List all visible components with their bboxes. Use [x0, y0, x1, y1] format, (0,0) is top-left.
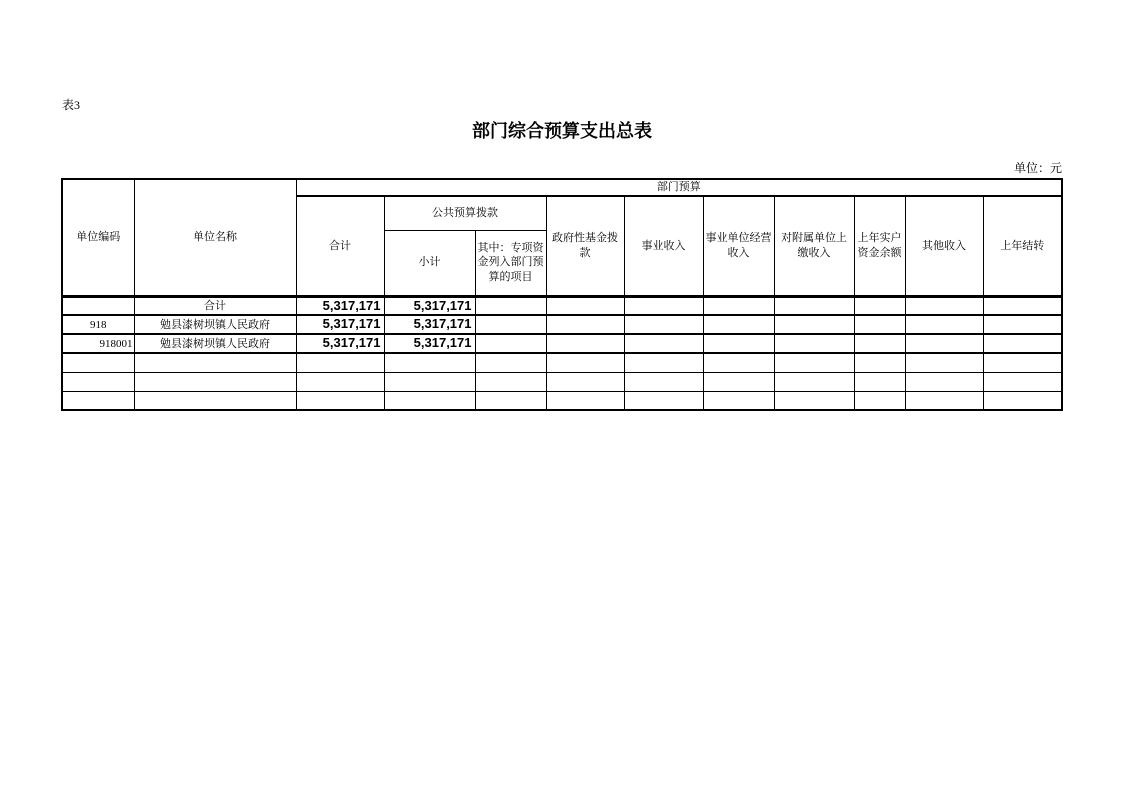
cell-subordinate-remit — [774, 372, 854, 391]
cell-total: 5,317,171 — [296, 296, 384, 315]
cell-total — [296, 372, 384, 391]
cell-unit-name — [134, 372, 296, 391]
cell-special-funds — [475, 391, 546, 410]
table-row-empty — [62, 372, 1062, 391]
cell-prev-balance — [854, 353, 905, 372]
cell-operating-income — [703, 353, 774, 372]
cell-special-funds — [475, 372, 546, 391]
header-prev-balance: 上年实户资金余额 — [854, 196, 905, 296]
cell-gov-fund — [546, 353, 624, 372]
cell-unit-code — [62, 372, 134, 391]
cell-subtotal — [384, 372, 475, 391]
cell-unit-name: 勉县漆树坝镇人民政府 — [134, 334, 296, 353]
cell-carryover — [983, 315, 1062, 334]
cell-operating-income — [703, 334, 774, 353]
cell-subordinate-remit — [774, 334, 854, 353]
table-row-empty — [62, 353, 1062, 372]
cell-unit-name: 合计 — [134, 296, 296, 315]
cell-carryover — [983, 334, 1062, 353]
cell-prev-balance — [854, 334, 905, 353]
table-row-total — [62, 296, 1062, 315]
cell-subtotal: 5,317,171 — [384, 296, 475, 315]
cell-special-funds — [475, 296, 546, 315]
header-total: 合计 — [296, 196, 384, 296]
header-special-funds: 其中：专项资金列入部门预算的项目 — [475, 230, 546, 296]
cell-other-income — [905, 353, 983, 372]
cell-other-income — [905, 296, 983, 315]
cell-operating-income — [703, 372, 774, 391]
cell-total — [296, 353, 384, 372]
header-dept-budget: 部门预算 — [296, 179, 1062, 196]
header-other-income: 其他收入 — [905, 196, 983, 296]
cell-unit-name — [134, 353, 296, 372]
cell-special-funds — [475, 315, 546, 334]
cell-total — [296, 391, 384, 410]
cell-unit-name: 勉县漆树坝镇人民政府 — [134, 315, 296, 334]
cell-total: 5,317,171 — [296, 315, 384, 334]
cell-gov-fund — [546, 315, 624, 334]
header-unit-name: 单位名称 — [134, 179, 296, 296]
header-gov-fund: 政府性基金拨款 — [546, 196, 624, 296]
cell-subordinate-remit — [774, 391, 854, 410]
cell-carryover — [983, 296, 1062, 315]
cell-gov-fund — [546, 372, 624, 391]
cell-unit-code: 918 — [62, 315, 134, 334]
cell-business-income — [624, 334, 703, 353]
cell-subtotal: 5,317,171 — [384, 315, 475, 334]
cell-prev-balance — [854, 296, 905, 315]
cell-unit-code: 918001 — [62, 334, 134, 353]
cell-prev-balance — [854, 315, 905, 334]
cell-business-income — [624, 353, 703, 372]
unit-note: 单位：元 — [1013, 161, 1062, 175]
cell-special-funds — [475, 334, 546, 353]
header-subordinate-remit: 对附属单位上缴收入 — [774, 196, 854, 296]
cell-business-income — [624, 315, 703, 334]
cell-unit-code — [62, 296, 134, 315]
cell-unit-code — [62, 353, 134, 372]
cell-gov-fund — [546, 334, 624, 353]
cell-business-income — [624, 372, 703, 391]
cell-operating-income — [703, 296, 774, 315]
header-public-budget: 公共预算拨款 — [384, 196, 546, 230]
header-row-1 — [62, 179, 1062, 196]
cell-special-funds — [475, 353, 546, 372]
table-row-918 — [62, 315, 1062, 334]
cell-subtotal — [384, 391, 475, 410]
cell-subtotal: 5,317,171 — [384, 334, 475, 353]
header-subtotal: 小计 — [384, 230, 475, 296]
cell-other-income — [905, 372, 983, 391]
cell-operating-income — [703, 391, 774, 410]
cell-subordinate-remit — [774, 315, 854, 334]
cell-carryover — [983, 353, 1062, 372]
cell-subtotal — [384, 353, 475, 372]
header-unit-code: 单位编码 — [62, 179, 134, 296]
page-title: 部门综合预算支出总表 — [472, 121, 652, 141]
header-carryover: 上年结转 — [983, 196, 1062, 296]
cell-business-income — [624, 391, 703, 410]
cell-carryover — [983, 372, 1062, 391]
cell-unit-name — [134, 391, 296, 410]
cell-subordinate-remit — [774, 353, 854, 372]
cell-carryover — [983, 391, 1062, 410]
cell-operating-income — [703, 315, 774, 334]
budget-table — [61, 178, 1063, 411]
header-operating-income: 事业单位经营收入 — [703, 196, 774, 296]
cell-subordinate-remit — [774, 296, 854, 315]
cell-other-income — [905, 391, 983, 410]
table-row-empty — [62, 391, 1062, 410]
cell-business-income — [624, 296, 703, 315]
cell-unit-code — [62, 391, 134, 410]
cell-gov-fund — [546, 296, 624, 315]
cell-prev-balance — [854, 372, 905, 391]
cell-other-income — [905, 315, 983, 334]
cell-prev-balance — [854, 391, 905, 410]
cell-gov-fund — [546, 391, 624, 410]
header-business-income: 事业收入 — [624, 196, 703, 296]
table-number-label: 表3 — [62, 98, 81, 112]
table-row-918001 — [62, 334, 1062, 353]
cell-total: 5,317,171 — [296, 334, 384, 353]
cell-other-income — [905, 334, 983, 353]
